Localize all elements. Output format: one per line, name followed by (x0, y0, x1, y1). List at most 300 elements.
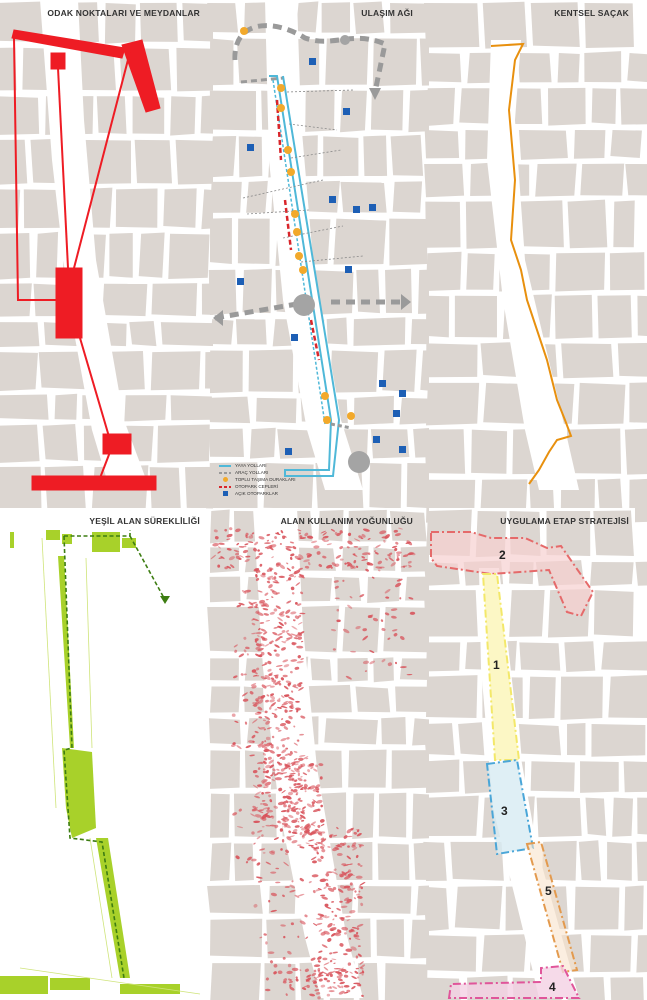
density-mark (263, 786, 269, 789)
density-mark (262, 800, 266, 802)
density-mark (290, 553, 295, 557)
density-mark (298, 808, 300, 809)
density-mark (282, 659, 288, 663)
density-mark (273, 963, 278, 968)
density-mark (369, 660, 376, 665)
density-mark (388, 557, 394, 562)
density-mark (341, 985, 343, 988)
density-mark (257, 830, 263, 834)
density-mark (212, 543, 219, 547)
density-mark (254, 795, 261, 799)
density-mark (347, 532, 351, 536)
density-mark (319, 819, 325, 824)
density-mark (331, 958, 336, 960)
density-mark (321, 848, 326, 852)
density-mark (269, 706, 272, 710)
density-mark (226, 533, 233, 538)
density-mark (323, 886, 327, 889)
density-mark (316, 922, 322, 925)
density-mark (256, 876, 263, 879)
density-mark (265, 977, 269, 981)
density-mark (384, 588, 391, 594)
density-mark (289, 773, 296, 775)
density-mark (286, 567, 291, 572)
density-mark (268, 794, 271, 797)
density-mark (385, 596, 389, 599)
density-mark (385, 558, 389, 561)
density-mark (332, 951, 338, 953)
density-mark (329, 926, 337, 931)
density-mark (255, 574, 258, 578)
density-mark (359, 594, 365, 598)
density-mark (350, 882, 353, 885)
density-mark (262, 752, 266, 756)
density-mark (288, 814, 294, 819)
density-mark (317, 960, 321, 963)
density-mark (312, 874, 319, 877)
density-mark (308, 881, 312, 884)
density-mark (358, 547, 362, 550)
phase-label-2: 2 (499, 548, 506, 562)
density-mark (295, 701, 300, 703)
density-mark (391, 615, 397, 619)
density-mark (217, 551, 221, 554)
density-mark (396, 551, 402, 554)
density-mark (283, 935, 286, 938)
density-mark (356, 832, 362, 837)
density-mark (271, 735, 274, 738)
density-mark (265, 941, 267, 944)
density-mark (329, 952, 333, 955)
density-mark (257, 590, 263, 593)
density-mark (270, 686, 275, 688)
density-mark (269, 749, 276, 754)
density-mark (280, 677, 284, 682)
density-mark (262, 826, 265, 827)
square-bottom (32, 476, 156, 490)
arrow-west (213, 310, 223, 326)
density-mark (375, 551, 379, 555)
density-mark (327, 846, 331, 848)
density-mark (285, 748, 288, 750)
city-block (636, 561, 647, 586)
density-mark (273, 971, 278, 976)
density-mark (244, 558, 250, 563)
density-mark (263, 852, 266, 853)
density-mark (365, 568, 370, 572)
density-mark (238, 808, 242, 812)
density-mark (295, 825, 300, 828)
density-mark (288, 964, 292, 968)
density-mark (337, 853, 343, 856)
density-mark (334, 968, 341, 969)
density-mark (283, 663, 289, 667)
city-block (636, 841, 647, 881)
density-mark (248, 740, 255, 744)
density-mark (346, 546, 349, 549)
density-mark (327, 543, 332, 546)
legend-label: YAYA YOLLARI (235, 463, 267, 468)
density-mark (319, 878, 326, 882)
density-mark (275, 653, 280, 657)
density-mark (290, 557, 293, 561)
density-mark (355, 937, 361, 940)
density-mark (362, 628, 367, 631)
density-mark (239, 546, 244, 548)
panel-transport (213, 0, 419, 496)
density-mark (292, 968, 299, 972)
density-mark (297, 529, 301, 531)
density-mark (259, 936, 262, 938)
density-mark (245, 861, 248, 864)
density-mark (332, 918, 335, 921)
density-mark (347, 845, 350, 848)
density-mark (324, 903, 328, 906)
density-mark (380, 619, 383, 622)
density-mark (273, 572, 277, 576)
density-mark (362, 552, 369, 556)
phase-label-5: 5 (545, 884, 552, 898)
density-mark (299, 734, 304, 736)
density-mark (368, 615, 373, 618)
density-mark (321, 944, 328, 949)
density-mark (245, 744, 251, 748)
density-mark (336, 907, 341, 911)
density-mark (253, 770, 258, 774)
density-mark (290, 670, 293, 673)
density-mark (270, 871, 276, 873)
density-mark (365, 670, 368, 672)
legend-label: AÇIK OTOPARKLAR (235, 491, 278, 496)
density-mark (357, 976, 360, 978)
density-mark (228, 555, 235, 561)
density-mark (344, 974, 349, 978)
density-mark (282, 894, 286, 897)
density-mark (293, 725, 295, 727)
density-mark (343, 834, 348, 839)
density-mark (282, 744, 285, 748)
density-mark (258, 628, 261, 631)
legend-label: OTOPARK CEPLERİ (235, 484, 278, 489)
density-mark (297, 844, 302, 846)
density-mark (255, 791, 262, 796)
density-mark (262, 608, 268, 611)
density-mark (245, 556, 250, 558)
density-mark (272, 631, 278, 636)
density-mark (258, 880, 262, 883)
density-mark (300, 788, 304, 790)
legend-item (219, 490, 296, 497)
density-mark (323, 535, 329, 539)
legend-label: TOPLU TAŞIMA DURAKLARI (235, 477, 296, 482)
density-mark (286, 737, 290, 740)
density-mark (346, 855, 351, 860)
axis-line-bottom (100, 452, 110, 478)
density-mark (271, 556, 274, 559)
density-mark (353, 831, 357, 835)
density-mark (345, 916, 351, 918)
density-mark (257, 549, 260, 552)
density-mark (322, 555, 327, 559)
density-mark (313, 977, 317, 980)
density-mark (244, 673, 247, 675)
density-mark (335, 554, 342, 559)
density-mark (251, 858, 257, 861)
density-mark (310, 957, 316, 961)
density-mark (344, 562, 347, 565)
vehicle-route-west (215, 304, 297, 318)
density-mark (270, 909, 277, 912)
density-mark (316, 918, 323, 920)
density-mark (247, 653, 250, 656)
density-mark (271, 779, 275, 782)
density-mark (410, 612, 416, 615)
density-mark (252, 547, 257, 552)
density-mark (265, 620, 270, 622)
density-mark (274, 708, 277, 711)
density-mark (320, 776, 323, 780)
density-mark (347, 540, 354, 546)
density-mark (289, 786, 292, 789)
vehicle-route-bottom (331, 424, 351, 428)
density-mark (253, 903, 258, 908)
density-mark (337, 984, 342, 988)
density-mark (267, 727, 272, 730)
density-mark (291, 880, 294, 883)
density-mark (257, 635, 260, 637)
density-mark (339, 981, 345, 984)
density-mark (264, 792, 271, 794)
panel-title: UYGULAMA ETAP STRATEJİSİ (500, 516, 629, 526)
density-mark (293, 742, 298, 746)
density-mark (313, 969, 316, 972)
density-mark (314, 984, 318, 988)
density-mark (226, 548, 231, 551)
density-mark (276, 665, 283, 668)
density-mark (360, 902, 364, 906)
square-top-right (122, 40, 160, 112)
density-mark (358, 945, 361, 947)
density-mark (407, 674, 413, 675)
density-mark (218, 546, 221, 549)
density-mark (297, 654, 302, 659)
density-mark (263, 719, 266, 721)
density-mark (315, 764, 319, 768)
density-mark (312, 860, 317, 863)
density-mark (396, 554, 400, 556)
legend-item (219, 476, 296, 483)
panel-land-use-density (213, 508, 419, 998)
density-mark (290, 611, 297, 615)
density-mark (283, 675, 288, 677)
panel-implementation-phases (429, 508, 635, 998)
density-mark (245, 721, 248, 724)
density-mark (291, 839, 298, 844)
density-mark (263, 613, 269, 617)
density-mark (268, 900, 271, 903)
density-mark (400, 666, 407, 668)
density-mark (358, 890, 361, 892)
density-mark (238, 653, 245, 658)
density-mark (395, 662, 398, 665)
density-mark (289, 574, 294, 577)
density-mark (311, 856, 317, 861)
city-block (636, 935, 647, 973)
density-mark (340, 969, 346, 972)
density-mark (291, 690, 294, 693)
density-mark (237, 826, 244, 829)
density-mark (378, 569, 381, 572)
density-mark (250, 813, 256, 817)
density-mark (240, 673, 244, 676)
density-mark (408, 560, 413, 564)
density-mark (266, 534, 270, 537)
density-mark (271, 892, 278, 897)
density-mark (260, 622, 265, 624)
panel-urban-edge (429, 0, 635, 490)
density-mark (333, 648, 336, 650)
density-mark (393, 632, 398, 637)
density-mark (349, 596, 353, 599)
density-mark (375, 566, 382, 569)
density-mark (289, 710, 293, 712)
density-mark (354, 970, 359, 974)
density-mark (257, 767, 260, 771)
density-mark (290, 659, 297, 662)
density-mark (243, 649, 247, 653)
density-mark (251, 734, 256, 739)
density-mark (314, 989, 319, 992)
density-mark (327, 994, 331, 997)
density-mark (299, 613, 305, 615)
density-mark (391, 608, 398, 612)
density-mark (348, 962, 352, 966)
phase-3-area (487, 760, 533, 854)
density-mark (262, 802, 268, 806)
density-mark (256, 836, 261, 840)
density-mark (309, 993, 315, 997)
density-mark (288, 767, 290, 769)
density-mark (301, 820, 304, 822)
density-mark (281, 718, 284, 721)
density-mark (218, 542, 225, 545)
density-mark (360, 865, 363, 867)
axis-line-connector (74, 52, 130, 268)
density-mark (278, 970, 283, 974)
density-mark (229, 527, 233, 530)
density-mark (256, 632, 263, 635)
density-mark (235, 528, 241, 533)
density-mark (354, 538, 361, 542)
density-mark (375, 544, 381, 549)
density-mark (265, 699, 270, 702)
phase-1-area (483, 574, 519, 760)
density-mark (273, 805, 278, 809)
density-mark (253, 820, 260, 823)
density-mark (280, 828, 284, 832)
density-mark (260, 803, 263, 805)
transport-overlay (213, 0, 419, 490)
density-mark (347, 836, 352, 838)
density-mark (298, 622, 303, 625)
density-mark (241, 692, 248, 697)
density-mark (344, 985, 350, 988)
density-mark (233, 675, 238, 679)
density-mark (390, 561, 397, 567)
density-mark (354, 890, 357, 893)
density-mark (356, 927, 360, 931)
density-mark (339, 545, 344, 549)
density-mark (257, 706, 263, 711)
density-mark (333, 962, 336, 964)
density-mark (288, 715, 293, 720)
density-mark (316, 992, 321, 995)
density-mark (326, 871, 333, 873)
density-mark (299, 920, 306, 926)
density-mark (284, 775, 288, 778)
density-mark (264, 542, 271, 544)
density-mark (249, 754, 255, 756)
density-mark (272, 768, 276, 772)
density-mark (303, 779, 306, 781)
density-mark (286, 600, 292, 604)
density-mark (296, 661, 303, 664)
transit-node-bottom (348, 451, 370, 473)
density-mark (334, 585, 339, 589)
density-mark (298, 686, 305, 691)
density-mark (336, 609, 339, 612)
density-mark (339, 885, 346, 890)
density-mark (393, 530, 398, 534)
density-mark (232, 713, 236, 717)
legend-item (219, 483, 296, 490)
density-mark (331, 629, 336, 632)
density-mark (232, 812, 238, 817)
density-mark (355, 625, 361, 630)
density-mark (273, 608, 277, 612)
density-mark (267, 756, 272, 760)
green-strip (10, 532, 14, 548)
density-mark (279, 668, 283, 671)
density-mark (374, 550, 377, 552)
density-mark (329, 990, 335, 992)
density-mark (362, 635, 369, 641)
density-mark (284, 622, 287, 625)
density-mark (245, 647, 250, 650)
density-mark (293, 637, 298, 640)
arrow-top (369, 88, 381, 100)
density-mark (267, 583, 273, 589)
density-mark (399, 597, 401, 599)
density-mark (274, 837, 280, 841)
density-mark (292, 832, 298, 835)
density-mark (356, 968, 360, 970)
density-mark (292, 592, 295, 595)
density-mark (294, 751, 298, 754)
density-mark (323, 962, 330, 966)
density-mark (248, 541, 254, 543)
phase-label-3: 3 (501, 804, 508, 818)
density-mark (305, 790, 307, 792)
density-mark (299, 877, 304, 882)
density-mark (361, 559, 368, 562)
density-mark (392, 629, 398, 632)
density-mark (322, 958, 327, 961)
density-mark (326, 937, 332, 942)
density-mark (251, 532, 254, 535)
density-mark (320, 894, 325, 896)
density-mark (297, 935, 299, 938)
